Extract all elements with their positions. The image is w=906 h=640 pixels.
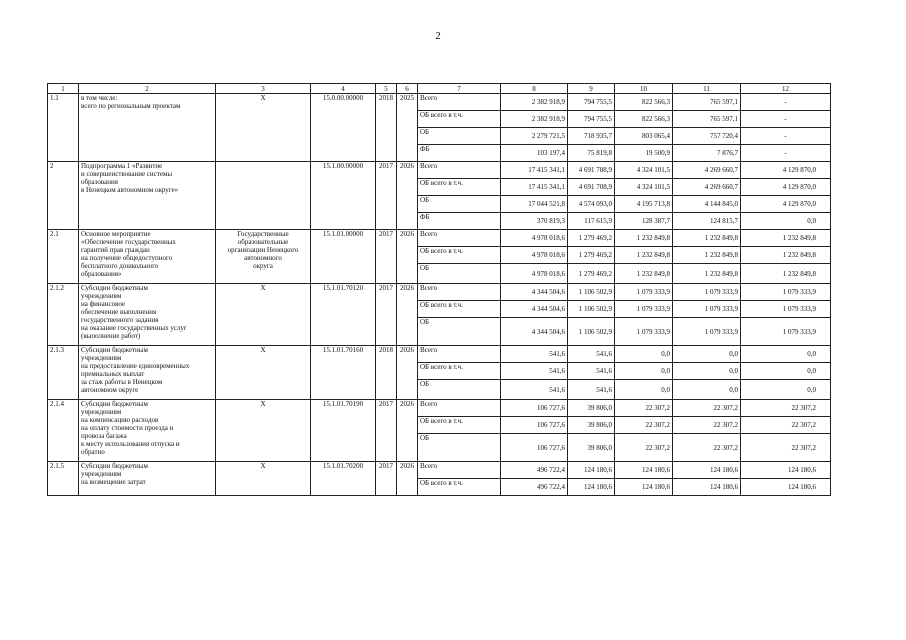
amount-cell: 1 079 333,9 xyxy=(615,318,673,346)
item-executor: Х xyxy=(216,284,311,346)
amount-cell: 0,0 xyxy=(673,380,741,400)
funding-source: ОБ xyxy=(418,196,501,213)
item-year-start: 2018 xyxy=(376,346,397,400)
amount-cell: 1 079 333,9 xyxy=(741,301,831,318)
item-year-end: 2026 xyxy=(397,162,418,230)
item-code: 15.1.01.70190 xyxy=(311,400,376,462)
item-number: 1.1 xyxy=(48,94,79,162)
item-name: в том числе: всего по региональным проектам xyxy=(79,94,216,162)
funding-source: ОБ всего в т.ч. xyxy=(418,179,501,196)
amount-cell: 1 079 333,9 xyxy=(673,318,741,346)
table-row xyxy=(48,400,831,417)
amount-cell: 4 324 101,5 xyxy=(615,162,673,179)
amount-cell: 124 180,6 xyxy=(673,479,741,496)
amount-cell: 1 079 333,9 xyxy=(673,284,741,301)
amount-cell: - xyxy=(741,128,831,145)
item-code: 15.1.01.00000 xyxy=(311,230,376,284)
item-code: 15.1.01.70160 xyxy=(311,346,376,400)
funding-source: ОБ всего в т.ч. xyxy=(418,247,501,264)
table-row xyxy=(48,230,831,247)
item-year-start: 2017 xyxy=(376,284,397,346)
amount-cell: 22 307,2 xyxy=(741,417,831,434)
item-name: Субсидии бюджетным учреждениям на финансовое обеспечение выполнения государственного задания на оказание государственных услуг (выполнение работ) xyxy=(79,284,216,346)
amount-cell: 1 079 333,9 xyxy=(741,284,831,301)
amount-cell: 541,6 xyxy=(501,346,568,363)
funding-source: ОБ xyxy=(418,318,501,346)
column-header: 7 xyxy=(418,84,501,94)
amount-cell: 1 279 469,2 xyxy=(568,247,615,264)
amount-cell: 541,6 xyxy=(568,380,615,400)
amount-cell: 4 324 101,5 xyxy=(615,179,673,196)
amount-cell: 22 307,2 xyxy=(673,417,741,434)
amount-cell: 794 755,5 xyxy=(568,94,615,111)
table-row xyxy=(48,162,831,179)
amount-cell: 0,0 xyxy=(615,346,673,363)
amount-cell: 17 415 341,1 xyxy=(501,162,568,179)
column-header: 12 xyxy=(741,84,831,94)
amount-cell: 0,0 xyxy=(741,213,831,230)
funding-source: ОБ xyxy=(418,380,501,400)
column-header: 10 xyxy=(615,84,673,94)
item-number: 2 xyxy=(48,162,79,230)
amount-cell: 17 044 521,8 xyxy=(501,196,568,213)
amount-cell: 822 566,3 xyxy=(615,94,673,111)
column-header: 9 xyxy=(568,84,615,94)
column-header: 8 xyxy=(501,84,568,94)
amount-cell: 22 307,2 xyxy=(673,434,741,462)
item-year-start: 2017 xyxy=(376,162,397,230)
amount-cell: 0,0 xyxy=(615,363,673,380)
funding-source: Всего xyxy=(418,346,501,363)
amount-cell: 0,0 xyxy=(741,380,831,400)
column-header: 2 xyxy=(79,84,216,94)
amount-cell: 4 574 093,0 xyxy=(568,196,615,213)
amount-cell: 822 566,3 xyxy=(615,111,673,128)
amount-cell: 17 415 341,1 xyxy=(501,179,568,196)
amount-cell: 2 382 918,9 xyxy=(501,111,568,128)
funding-source: ОБ xyxy=(418,434,501,462)
item-year-end: 2026 xyxy=(397,346,418,400)
amount-cell: 803 065,4 xyxy=(615,128,673,145)
amount-cell: 19 500,9 xyxy=(615,145,673,162)
table-row xyxy=(48,94,831,111)
funding-source: Всего xyxy=(418,162,501,179)
amount-cell: 1 232 849,8 xyxy=(615,230,673,247)
item-name: Субсидии бюджетным учреждениям на компенсацию расходов на оплату стоимости проезда и провоза багажа к месту использования отпуска и обратно xyxy=(79,400,216,462)
item-number: 2.1.4 xyxy=(48,400,79,462)
amount-cell: 106 727,6 xyxy=(501,434,568,462)
amount-cell: 1 232 849,8 xyxy=(741,230,831,247)
funding-source: ОБ всего в т.ч. xyxy=(418,111,501,128)
amount-cell: 765 597,1 xyxy=(673,111,741,128)
item-year-end: 2026 xyxy=(397,462,418,496)
amount-cell: 1 106 502,9 xyxy=(568,284,615,301)
amount-cell: 39 806,0 xyxy=(568,400,615,417)
item-code: 15.1.01.70200 xyxy=(311,462,376,496)
funding-source: ФБ xyxy=(418,145,501,162)
amount-cell: 75 819,8 xyxy=(568,145,615,162)
amount-cell: 0,0 xyxy=(741,363,831,380)
amount-cell: 370 819,3 xyxy=(501,213,568,230)
amount-cell: 765 597,1 xyxy=(673,94,741,111)
item-executor: Х xyxy=(216,346,311,400)
item-year-start: 2017 xyxy=(376,462,397,496)
item-year-end: 2025 xyxy=(397,94,418,162)
amount-cell: 7 876,7 xyxy=(673,145,741,162)
funding-source: ОБ всего в т.ч. xyxy=(418,301,501,318)
amount-cell: 1 079 333,9 xyxy=(741,318,831,346)
funding-source: ФБ xyxy=(418,213,501,230)
amount-cell: 4 978 018,6 xyxy=(501,264,568,284)
amount-cell: 1 232 849,8 xyxy=(673,247,741,264)
amount-cell: 4 691 708,9 xyxy=(568,179,615,196)
amount-cell: 1 279 469,2 xyxy=(568,264,615,284)
amount-cell: 103 197,4 xyxy=(501,145,568,162)
amount-cell: 4 344 504,6 xyxy=(501,318,568,346)
amount-cell: 22 307,2 xyxy=(615,400,673,417)
amount-cell: 106 727,6 xyxy=(501,400,568,417)
amount-cell: - xyxy=(741,111,831,128)
amount-cell: 496 722,4 xyxy=(501,462,568,479)
table-row xyxy=(48,462,831,479)
funding-source: Всего xyxy=(418,284,501,301)
item-code: 15.0.00.00000 xyxy=(311,94,376,162)
amount-cell: 4 195 713,8 xyxy=(615,196,673,213)
amount-cell: 4 129 870,0 xyxy=(741,162,831,179)
amount-cell: 2 382 918,9 xyxy=(501,94,568,111)
amount-cell: 22 307,2 xyxy=(673,400,741,417)
amount-cell: 124 180,6 xyxy=(568,479,615,496)
funding-source: Всего xyxy=(418,400,501,417)
amount-cell: 4 144 845,0 xyxy=(673,196,741,213)
table-body xyxy=(48,94,831,496)
amount-cell: 124 815,7 xyxy=(673,213,741,230)
column-header: 11 xyxy=(673,84,741,94)
item-year-end: 2026 xyxy=(397,284,418,346)
amount-cell: 128 387,7 xyxy=(615,213,673,230)
amount-cell: 1 232 849,8 xyxy=(741,247,831,264)
amount-cell: 0,0 xyxy=(673,363,741,380)
amount-cell: 4 269 660,7 xyxy=(673,179,741,196)
amount-cell: 4 344 504,6 xyxy=(501,284,568,301)
item-year-start: 2017 xyxy=(376,230,397,284)
funding-source: ОБ всего в т.ч. xyxy=(418,363,501,380)
amount-cell: 1 079 333,9 xyxy=(673,301,741,318)
item-year-end: 2026 xyxy=(397,400,418,462)
amount-cell: 4 129 870,0 xyxy=(741,179,831,196)
amount-cell: 4 129 870,0 xyxy=(741,196,831,213)
amount-cell: 718 935,7 xyxy=(568,128,615,145)
amount-cell: 1 106 502,9 xyxy=(568,301,615,318)
table-row xyxy=(48,346,831,363)
amount-cell: 124 180,6 xyxy=(615,479,673,496)
item-executor: Государственные образовательные организации Ненецкого автономного округа xyxy=(216,230,311,284)
item-year-start: 2017 xyxy=(376,400,397,462)
amount-cell: 106 727,6 xyxy=(501,417,568,434)
item-year-end: 2026 xyxy=(397,230,418,284)
amount-cell: 757 720,4 xyxy=(673,128,741,145)
amount-cell: 541,6 xyxy=(568,363,615,380)
amount-cell: 117 615,9 xyxy=(568,213,615,230)
amount-cell: 1 232 849,8 xyxy=(615,264,673,284)
item-name: Субсидии бюджетным учреждениям на предоставление единовременных премиальных выплат за стаж работы в Ненецком автономном округе xyxy=(79,346,216,400)
amount-cell: 1 232 849,8 xyxy=(673,264,741,284)
amount-cell: 2 279 721,5 xyxy=(501,128,568,145)
amount-cell: 541,6 xyxy=(501,380,568,400)
header-row xyxy=(48,84,831,94)
item-name: Субсидии бюджетным учреждениям на возмещение затрат xyxy=(79,462,216,496)
funding-source: ОБ xyxy=(418,264,501,284)
funding-source: Всего xyxy=(418,462,501,479)
amount-cell: 1 079 333,9 xyxy=(615,284,673,301)
item-executor xyxy=(216,162,311,230)
amount-cell: 124 180,6 xyxy=(615,462,673,479)
amount-cell: 124 180,6 xyxy=(673,462,741,479)
page-number: 2 xyxy=(435,30,441,42)
amount-cell: 0,0 xyxy=(673,346,741,363)
amount-cell: 1 079 333,9 xyxy=(615,301,673,318)
item-number: 2.1.3 xyxy=(48,346,79,400)
amount-cell: - xyxy=(741,145,831,162)
item-executor: Х xyxy=(216,462,311,496)
column-header: 6 xyxy=(397,84,418,94)
amount-cell: 1 232 849,8 xyxy=(741,264,831,284)
amount-cell: 124 180,6 xyxy=(741,479,831,496)
amount-cell: 22 307,2 xyxy=(741,400,831,417)
column-header: 1 xyxy=(48,84,79,94)
amount-cell: 0,0 xyxy=(741,346,831,363)
amount-cell: 22 307,2 xyxy=(741,434,831,462)
amount-cell: 4 978 018,6 xyxy=(501,230,568,247)
item-name: Основное мероприятие «Обеспечение государственных гарантий прав граждан на получение общедоступного бесплатного дошкольного образования» xyxy=(79,230,216,284)
amount-cell: 1 232 849,8 xyxy=(673,230,741,247)
item-executor: Х xyxy=(216,400,311,462)
column-header: 5 xyxy=(376,84,397,94)
amount-cell: 22 307,2 xyxy=(615,417,673,434)
item-number: 2.1 xyxy=(48,230,79,284)
amount-cell: 39 806,0 xyxy=(568,417,615,434)
amount-cell: 541,6 xyxy=(501,363,568,380)
budget-table xyxy=(47,83,831,496)
amount-cell: 4 978 018,6 xyxy=(501,247,568,264)
item-code: 15.1.00.00000 xyxy=(311,162,376,230)
amount-cell: 124 180,6 xyxy=(568,462,615,479)
item-year-start: 2018 xyxy=(376,94,397,162)
amount-cell: 39 806,0 xyxy=(568,434,615,462)
item-name: Подпрограмма 1 «Развитие и совершенствование системы образования в Ненецком автономном округе» xyxy=(79,162,216,230)
item-code: 15.1.01.70120 xyxy=(311,284,376,346)
column-header: 3 xyxy=(216,84,311,94)
amount-cell: 124 180,6 xyxy=(741,462,831,479)
amount-cell: 4 344 504,6 xyxy=(501,301,568,318)
amount-cell: 4 691 708,9 xyxy=(568,162,615,179)
item-executor: Х xyxy=(216,94,311,162)
funding-source: ОБ всего в т.ч. xyxy=(418,479,501,496)
amount-cell: 1 279 469,2 xyxy=(568,230,615,247)
amount-cell: 496 722,4 xyxy=(501,479,568,496)
table-row xyxy=(48,284,831,301)
amount-cell: - xyxy=(741,94,831,111)
amount-cell: 4 269 660,7 xyxy=(673,162,741,179)
item-number: 2.1.2 xyxy=(48,284,79,346)
amount-cell: 541,6 xyxy=(568,346,615,363)
amount-cell: 1 106 502,9 xyxy=(568,318,615,346)
funding-source: ОБ xyxy=(418,128,501,145)
funding-source: Всего xyxy=(418,230,501,247)
item-number: 2.1.5 xyxy=(48,462,79,496)
column-header: 4 xyxy=(311,84,376,94)
amount-cell: 0,0 xyxy=(615,380,673,400)
amount-cell: 1 232 849,8 xyxy=(615,247,673,264)
funding-source: Всего xyxy=(418,94,501,111)
amount-cell: 794 755,5 xyxy=(568,111,615,128)
amount-cell: 22 307,2 xyxy=(615,434,673,462)
funding-source: ОБ всего в т.ч. xyxy=(418,417,501,434)
